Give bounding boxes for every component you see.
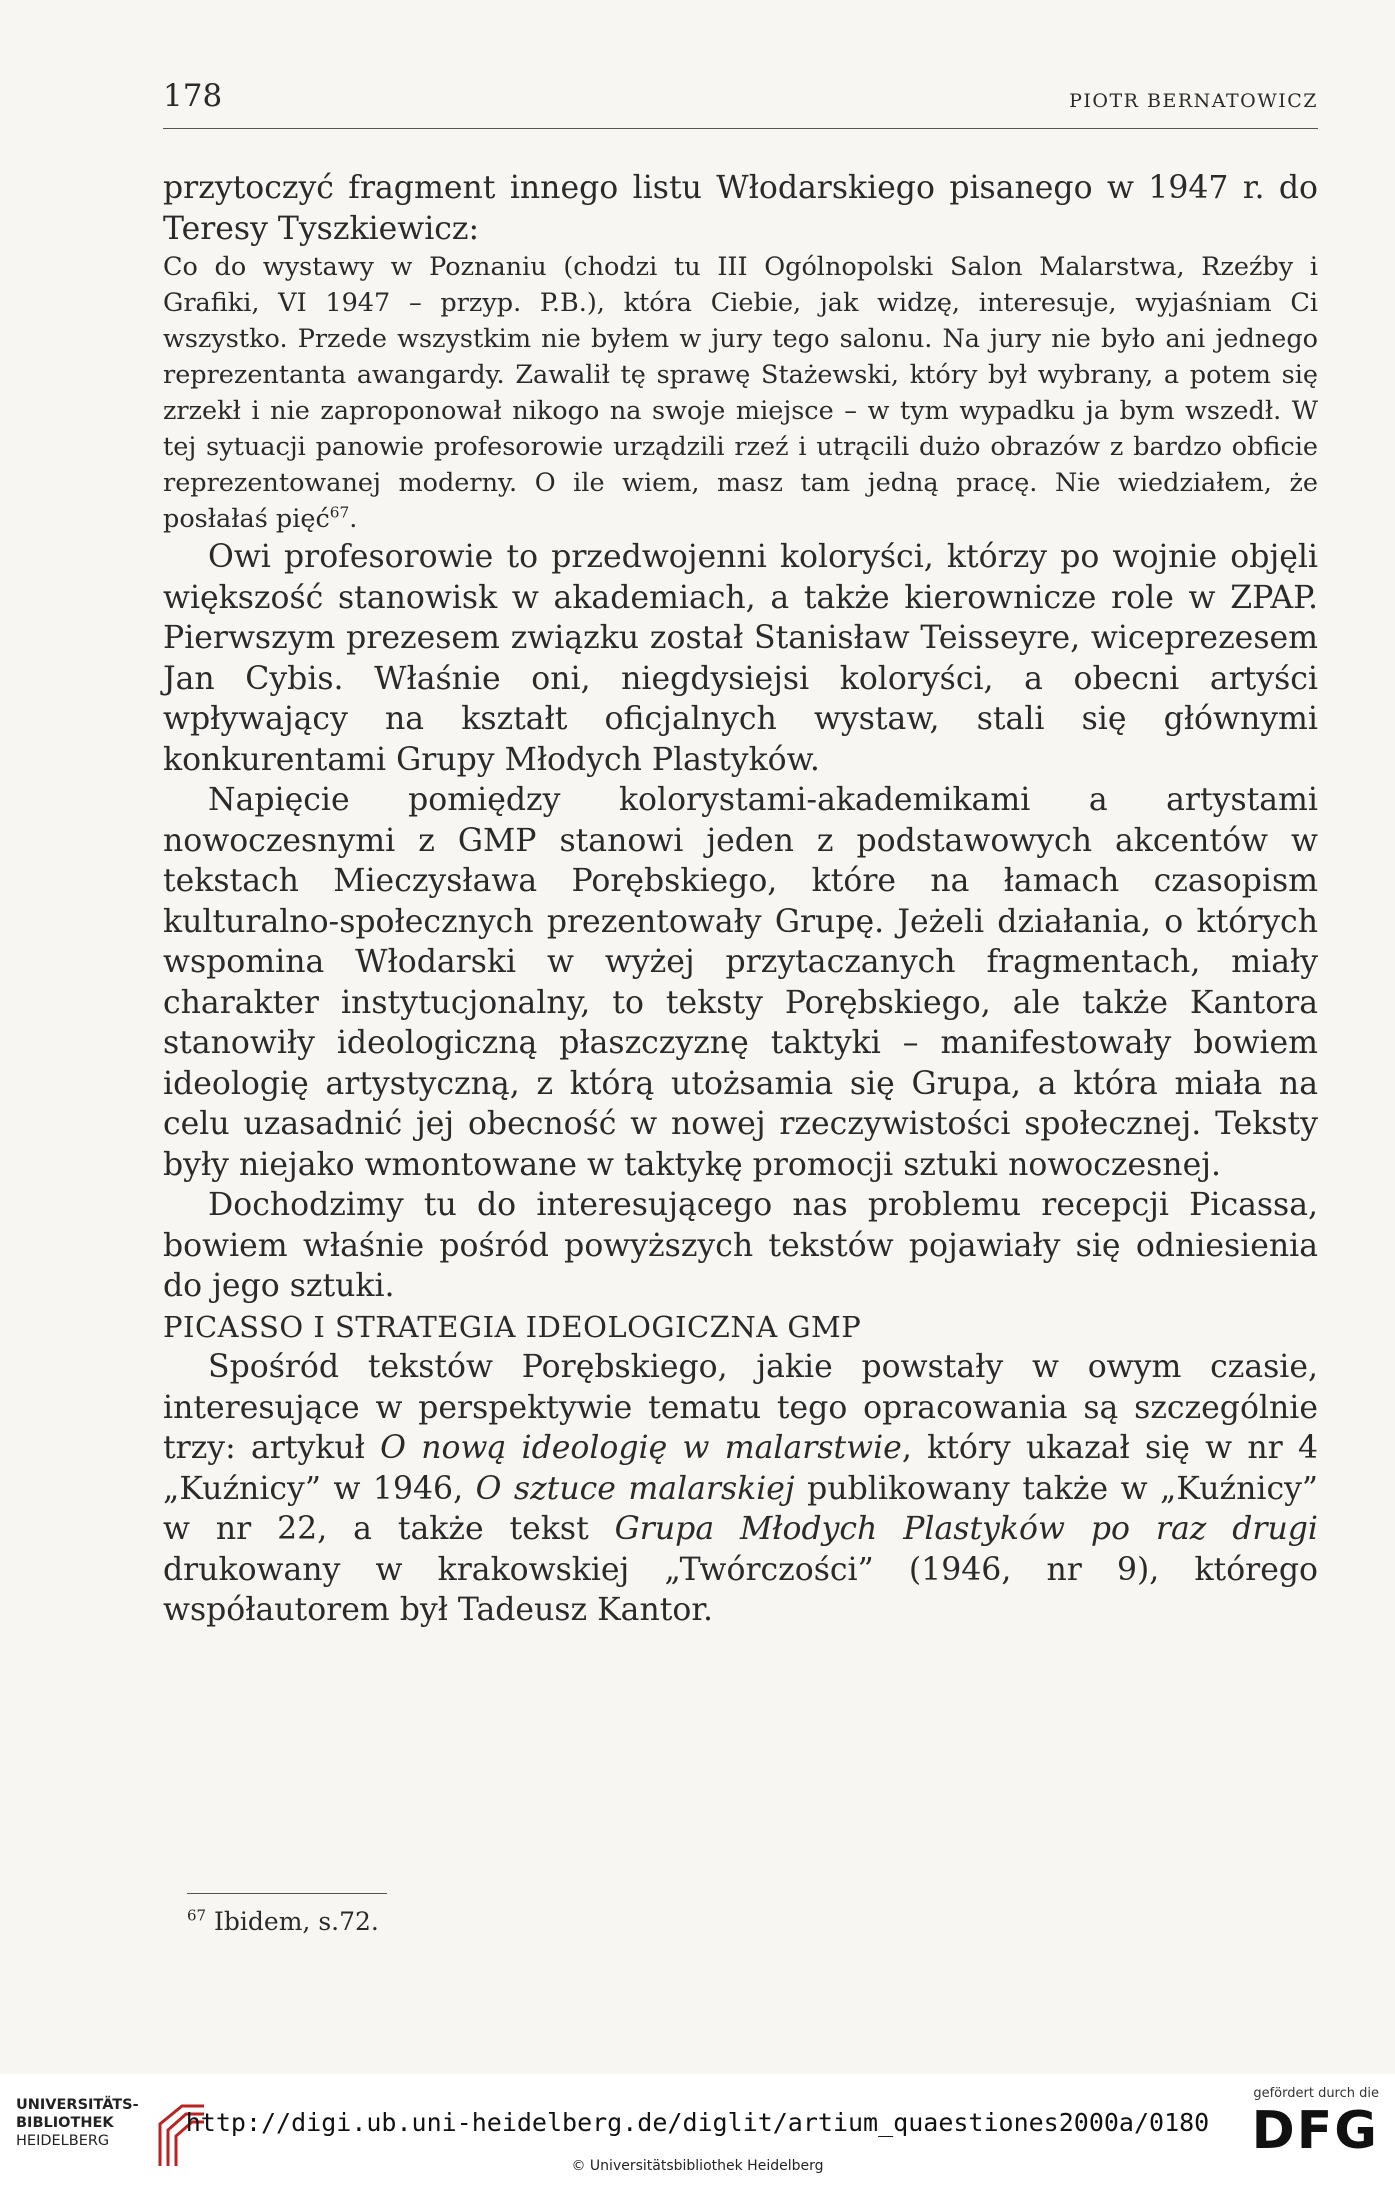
library-name-line3: HEIDELBERG xyxy=(16,2133,110,2149)
library-name-line2: BIBLIOTHEK xyxy=(16,2115,114,2131)
footnote-divider xyxy=(187,1893,387,1894)
digitization-footer xyxy=(0,2074,1395,2185)
quote-end: . xyxy=(349,504,358,534)
footnote-67 xyxy=(187,1905,379,1939)
dfg-funding[interactable] xyxy=(1229,2086,1379,2161)
paragraph-4: Dochodzimy tu do interesującego nas problemu recepcji Picassa, bowiem właśnie pośród powyższych tekstów pojawiały się odniesienia do jego sztuki. xyxy=(163,1187,1318,1304)
footnote-number: 67 xyxy=(187,1906,207,1925)
copyright-notice: © Universitätsbibliothek Heidelberg xyxy=(571,2158,824,2174)
dfg-logo: DFG xyxy=(1251,2101,1379,2161)
p5-text-b: , który ukazał się w nr 4 „Kuźnicy” w 1946, xyxy=(163,1430,1318,1507)
running-head: PIOTR BERNATOWICZ xyxy=(1069,90,1318,112)
article-title-2: O sztuce malarskiej xyxy=(475,1470,795,1507)
paragraph-1: przytoczyć fragment innego listu Włodarskiego pisanego w 1947 r. do Teresy Tyszkiewicz: xyxy=(163,170,1318,247)
quote-text: Co do wystawy w Poznaniu (chodzi tu III Ogólnopolski Salon Malarstwa, Rzeźby i Grafiki, VI 1947 – przyp. P.B.), która Ciebie, jak widzę, interesuje, wyjaśniam Ci wszystko. Przede wszystkim nie byłem w jury tego salonu. Na jury nie było ani jednego reprezentanta awangardy. Zawalił tę sprawę Stażewski, który był wybrany, a potem się zrzekł i nie zaproponował nikogo na swoje miejsce – w tym wypadku ja bym wszedł. W tej sytuacji panowie profesorowie urządzili rzeź i utrącili dużo obrazów z bardzo obficie reprezentowanej moderny. O ile wiem, masz tam jedną pracę. Nie wiedziałem, że posłałaś pięć xyxy=(163,252,1318,534)
funding-caption: gefördert durch die xyxy=(1253,2086,1379,2101)
permalink-url[interactable]: http://digi.ub.uni-heidelberg.de/diglit/artium_quaestiones2000a/0180 xyxy=(185,2108,1210,2137)
article-title-3: Grupa Młodych Plastyków po raz drugi xyxy=(614,1511,1318,1547)
page-number: 178 xyxy=(163,78,223,114)
footnote-ref-67[interactable]: 67 xyxy=(329,503,350,522)
article-title-1: O nową ideologię w malarstwie xyxy=(380,1430,902,1466)
p5-text-a: Spośród tekstów Porębskiego, jakie powstały w owym czasie, interesujące w perspektywie tematu tego opracowania są szczególnie trzy: artykuł xyxy=(163,1349,1318,1466)
main-text xyxy=(163,168,1318,1631)
p5-text-d: drukowany w krakowskiej „Twórczości” (1946, nr 9), którego współautorem był Tadeusz Kantor. xyxy=(163,1551,1318,1628)
paragraph-2: Owi profesorowie to przedwojenni koloryści, którzy po wojnie objęli większość stanowisk w akademiach, a także kierownicze role w ZPAP. Pierwszym prezesem związku został Stanisław Teisseyre, wiceprezesem Jan Cybis. Właśnie oni, niegdysiejsi koloryści, a obecni artyści wpływający na kształt oficjalnych wystaw, stali się głównymi konkurentami Grupy Młodych Plastyków. xyxy=(163,539,1318,778)
library-name-line1: UNIVERSITÄTS- xyxy=(16,2097,139,2113)
footnote-text: Ibidem, s.72. xyxy=(206,1907,379,1936)
section-heading: PICASSO I STRATEGIA IDEOLOGICZNA GMP xyxy=(163,1309,862,1344)
paragraph-5 xyxy=(163,1347,1318,1631)
block-quote xyxy=(163,249,1318,537)
paragraph-3: Napięcie pomiędzy kolorystami-akademikami a artystami nowoczesnymi z GMP stanowi jeden z podstawowych akcentów w tekstach Mieczysława Porębskiego, które na łamach czasopism kulturalno-społecznych prezentowały Grupę. Jeżeli działania, o których wspomina Włodarski w wyżej przytaczanych fragmentach, miały charakter instytucjonalny, to teksty Porębskiego, ale także Kantora stanowiły ideologiczną płaszczyznę taktyki – manifestowały bowiem ideologię artystyczną, z którą utożsamia się Grupa, a która miała na celu uzasadnić jej obecność w nowej rzeczywistości społecznej. Teksty były niejako wmontowane w taktykę promocji sztuki nowoczesnej. xyxy=(163,782,1318,1183)
p5-text-c: publikowany także w „Kuźnicy” w nr 22, a także tekst xyxy=(163,1470,1318,1547)
page-header xyxy=(163,78,1318,129)
